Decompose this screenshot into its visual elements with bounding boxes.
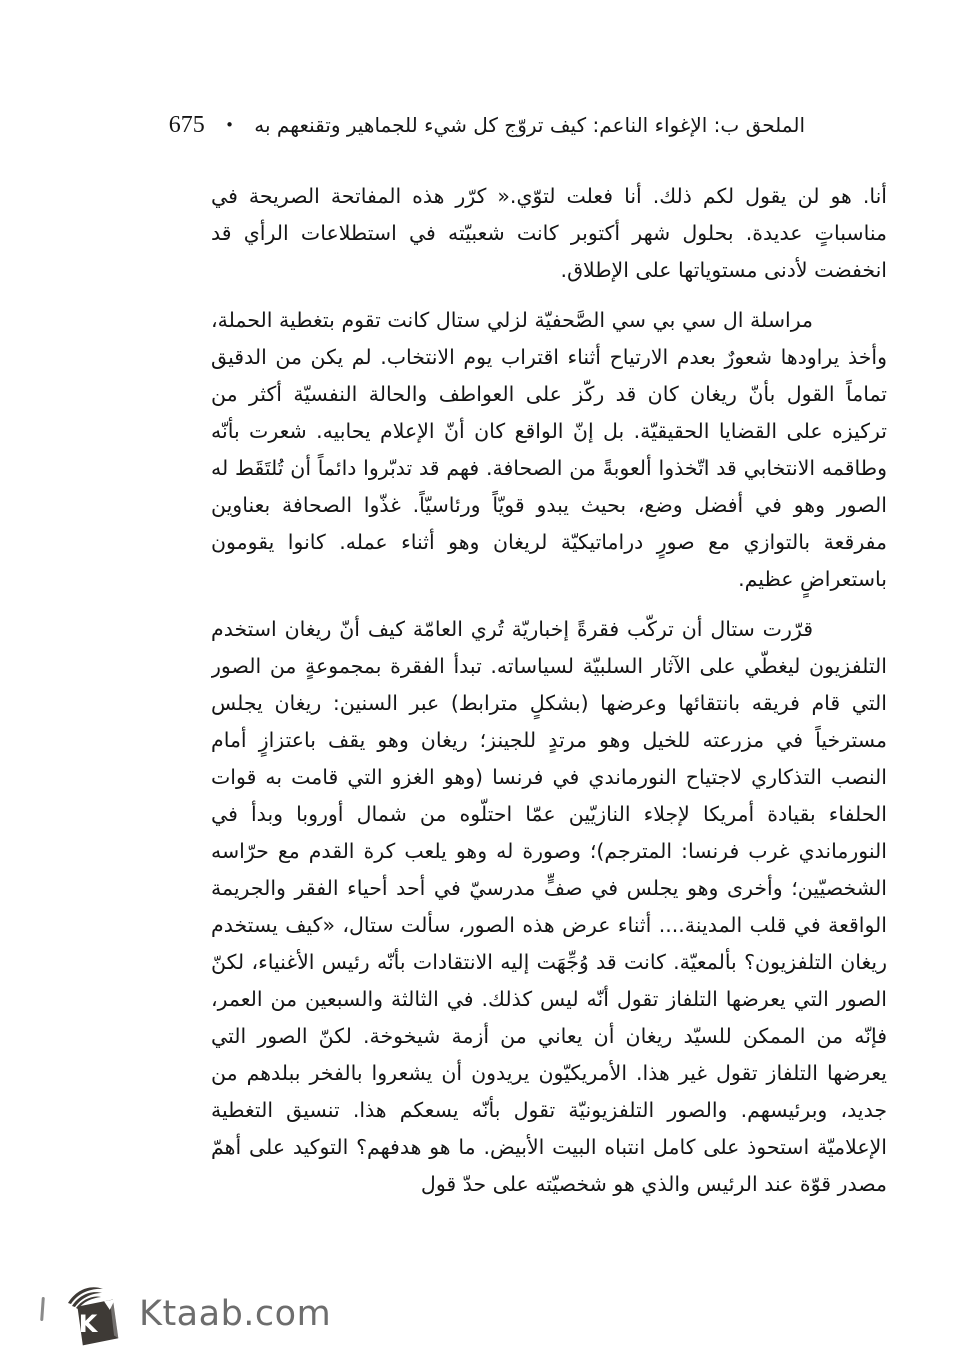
body-text-block xyxy=(211,178,887,1270)
ktaab-watermark xyxy=(62,1282,331,1346)
scan-artifact xyxy=(40,1297,45,1321)
paragraph-continuation: أنا. هو لن يقول لكم ذلك. أنا فعلت لتوّي.« كرّر هذه المفاتحة الصريحة في مناسباتٍ عديدة. بحلول شهر أكتوبر كانت شعبيّته في استطلاعات الرأي قد انخفضت لأدنى مستوياتها على الإطلاق. xyxy=(211,184,887,282)
paragraph: مراسلة ال سي بي سي الصَّحفيّة لزلي ستال كانت تقوم بتغطية الحملة، وأخذ يراودها شعورٌ بعدم الارتياح أثناء اقتراب يوم الانتخاب. لم يكن من الدقيق تماماً القول بأنّ ريغان كان قد ركّز على العواطف والحالة النفسيّة أكثر من تركيزه على القضايا الحقيقيّة. بل إنّ الواقع كان أنّ الإعلام يحابيه. شعرت بأنّه وطاقمه الانتخابي قد اتّخذوا ألعوبةً من الصحافة. فهم قد تدبّروا دائماً أن تُلتَقَط له الصور وهو في أفضل وضع، بحيث يبدو قويّاً ورئاسيّاً. غذّوا الصحافة بعناوين مفرقعة بالتوازي مع صورٍ دراماتيكيّة لريغان وهو أثناء عمله. كانوا يقومون باستعراضٍ عظيم. xyxy=(211,308,887,591)
page-number: 675 xyxy=(168,112,205,138)
page-header xyxy=(169,108,805,142)
watermark-site-name: Ktaab.com xyxy=(139,1294,332,1334)
header-bullet: • xyxy=(225,116,234,134)
paragraph: قرّرت ستال أن تركّب فقرةً إخباريّة تُري العامّة كيف أنّ ريغان استخدم التلفزيون ليغطّي على الآثار السلبيّة لسياساته. تبدأ الفقرة بمجموعةٍ من الصور التي قام فريقه بانتقائها وعرضها (بشكلٍ مترابط) عبر السنين: ريغان يجلس مسترخياً في مزرعته للخيل وهو مرتدٍ للجينز؛ ريغان وهو يقف باعتزازٍ أمام النصب التذكاري لاجتياح النورماندي في فرنسا (وهو الغزو التي قامت به قوات الحلفاء بقيادة أمريكا لإجلاء النازيّين عمّا احتلّوه من شمال أوروبا وبدأ في النورماندي غرب فرنسا: المترجم)؛ وصورة له وهو يلعب كرة القدم مع حرّاسه الشخصيّين؛ وأخرى وهو يجلس في صفٍّ مدرسيّ في أحد أحياء الفقر والجريمة الواقعة في قلب المدينة.... أثناء عرض هذه الصور، سألت ستال، «كيف يستخدم ريغان التلفزيون؟ بألمعيّة. كانت قد وُجِّهَت إليه الانتقادات بأنّه رئيس الأغنياء، لكنّ الصور التي يعرضها التلفاز تقول أنّه ليس كذلك. في الثالثة والسبعين من العمر، فإنّه من الممكن للسيّد ريغان أن يعاني من أزمة شيخوخة. لكنّ الصور التي يعرضها التلفاز تقول غير هذا. الأمريكيّون يريدون أن يشعروا بالفخر ببلدهم من جديد، وبرئيسهم. والصور التلفزيونيّة تقول بأنّه يسعكم هذا. تنسيق التغطية الإعلاميّة استحوذ على كامل انتباه البيت الأبيض. ما هو هدفهم؟ التوكيد على أهمّ مصدر قوّة عند الرئيس والذي هو شخصيّته على حدّ قول xyxy=(211,617,887,1196)
book-logo-icon xyxy=(62,1282,124,1346)
logo-letter: K xyxy=(78,1310,98,1338)
running-title: الملحق ب: الإغواء الناعم: كيف تروّج كل شيء للجماهير وتقنعهم به xyxy=(254,113,805,137)
